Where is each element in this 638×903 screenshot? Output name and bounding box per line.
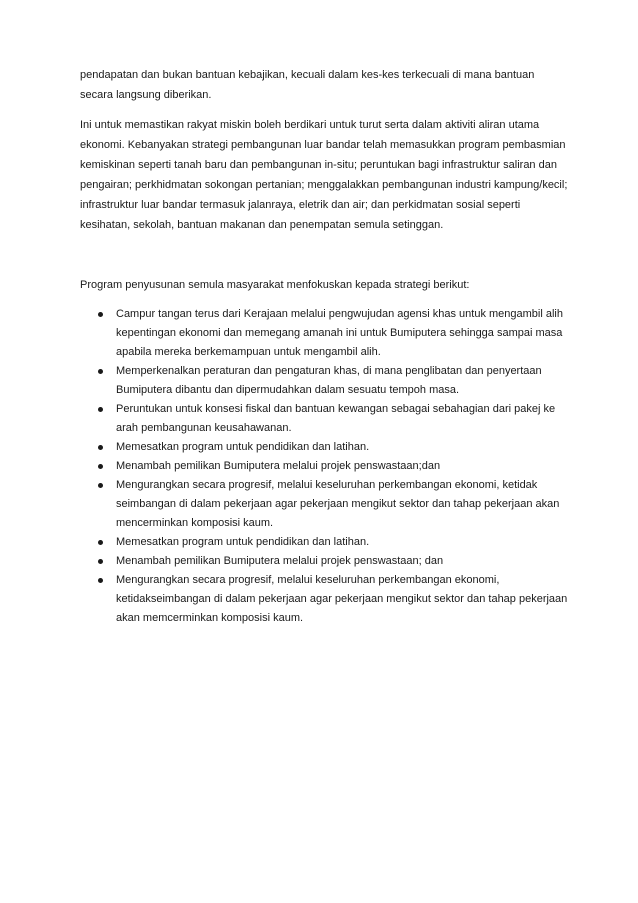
list-item-text: Campur tangan terus dari Kerajaan melalui pengwujudan agensi khas untuk mengambil alih kepentingan ekonomi dan memegang amanah ini untuk Bumiputera sehingga sampai masa apabila mereka berkemampuan untuk mengambil alih.	[116, 308, 563, 358]
bullet-icon	[98, 578, 103, 583]
paragraph-2: Ini untuk memastikan rakyat miskin boleh berdikari untuk turut serta dalam aktiviti aliran utama ekonomi. Kebanyakan strategi pembangunan luar bandar telah memasukkan program pembasmian kemiskinan seperti tanah baru dan pembangunan in-situ; peruntukan bagi infrastruktur saliran dan pengairan; perkhidmatan sokongan pertanian; menggalakkan pembangunan industri kampung/kecil; infrastruktur luar bandar termasuk jalanraya, eletrik dan air; dan perkidmatan sosial seperti kesihatan, sekolah, bantuan makanan dan penempatan semula setinggan.	[80, 119, 568, 231]
section-spacer	[80, 245, 570, 275]
bullet-icon	[98, 540, 103, 545]
list-item	[80, 305, 570, 362]
document-body	[80, 65, 570, 628]
list-item-text: Menambah pemilikan Bumiputera melalui projek penswastaan; dan	[116, 555, 444, 567]
bullet-icon	[98, 312, 103, 317]
bullet-icon	[98, 559, 103, 564]
list-item-text: Menambah pemilikan Bumiputera melalui projek penswastaan;dan	[116, 460, 441, 472]
bullet-icon	[98, 464, 103, 469]
list-item	[80, 400, 570, 438]
list-intro: Program penyusunan semula masyarakat menfokuskan kepada strategi berikut:	[80, 279, 470, 291]
list-item	[80, 476, 570, 533]
bullet-icon	[98, 407, 103, 412]
list-item-text: Peruntukan untuk konsesi fiskal dan bantuan kewangan sebagai sebahagian dari pakej ke arah pembangunan keusahawanan.	[116, 403, 556, 434]
list-item	[80, 438, 570, 457]
bullet-icon	[98, 369, 103, 374]
list-item	[80, 552, 570, 571]
list-item-text: Mengurangkan secara progresif, melalui keseluruhan perkembangan ekonomi, ketidakseimbangan di dalam pekerjaan agar pekerjaan mengikut sektor dan tahap pekerjaan akan memcerminkan komposisi kaum.	[116, 574, 568, 624]
list-item-text: Mengurangkan secara progresif, melalui keseluruhan perkembangan ekonomi, ketidak seimbangan di dalam pekerjaan agar pekerjaan mengikut sektor dan tahap pekerjaan akan mencerminkan komposisi kaum.	[116, 479, 560, 529]
list-item-text: Memesatkan program untuk pendidikan dan latihan.	[116, 441, 370, 453]
paragraph-1: pendapatan dan bukan bantuan kebajikan, kecuali dalam kes-kes terkecuali di mana bantuan secara langsung diberikan.	[80, 69, 535, 101]
list-item-text: Memesatkan program untuk pendidikan dan latihan.	[116, 536, 370, 548]
list-item	[80, 533, 570, 552]
bullet-icon	[98, 445, 103, 450]
list-item-text: Memperkenalkan peraturan dan pengaturan khas, di mana penglibatan dan penyertaan Bumiputera dibantu dan dipermudahkan dalam sesuatu tempoh masa.	[116, 365, 542, 396]
list-item	[80, 571, 570, 628]
bullet-icon	[98, 483, 103, 488]
strategy-list	[80, 305, 570, 628]
list-item	[80, 457, 570, 476]
list-item	[80, 362, 570, 400]
